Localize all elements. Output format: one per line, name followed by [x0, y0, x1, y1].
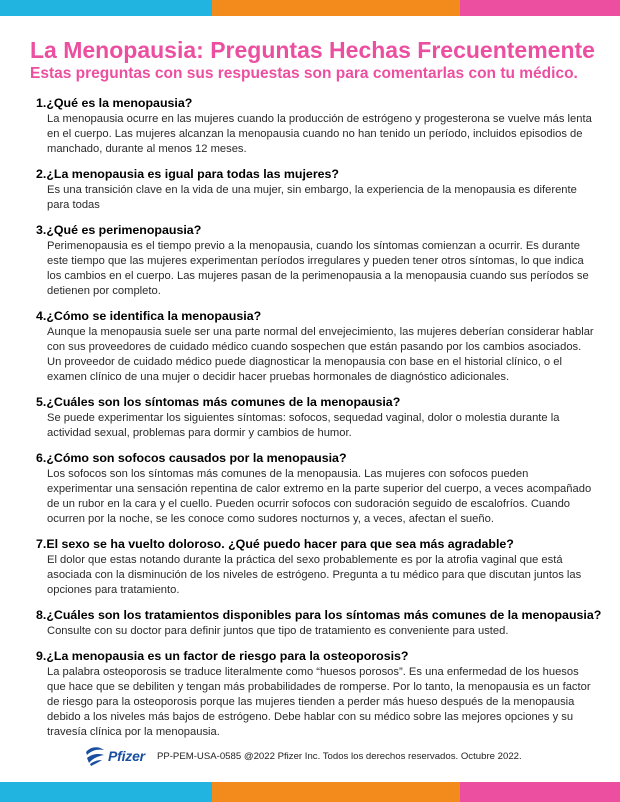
faq-question: 2.¿La menopausia es igual para todas las mujeres? [36, 167, 339, 181]
pfizer-helix-icon [84, 746, 106, 766]
stripe-orange-segment [212, 0, 460, 16]
stripe-blue-segment [0, 782, 212, 802]
faq-item [36, 450, 596, 527]
pfizer-logo-text: Pfizer [108, 748, 145, 764]
stripe-orange-segment [212, 782, 460, 802]
faq-answer: Los sofocos son los síntomas más comunes de la menopausia. Las mujeres con sofocos pueden experimentar una sensación repentina de calor extremo en la parte superior del cuerpo, a veces acompañado de un rubor en la cara y el cuello. Pueden ocurrir sofocos con sudoración seguido de escalofríos. Cuando ocurren por la noche, se les conoce como sudores nocturnos y, a veces, afectan el sueño. [47, 468, 592, 525]
pfizer-logo [84, 746, 145, 766]
faq-list [36, 95, 602, 749]
faq-item [36, 222, 596, 299]
top-color-stripe [0, 0, 620, 16]
faq-question: 5.¿Cuáles son los síntomas más comunes de la menopausia? [36, 395, 401, 409]
faq-answer: Consulte con su doctor para definir juntos que tipo de tratamiento es conveniente para usted. [47, 625, 509, 637]
faq-answer: La palabra osteoporosis se traduce literalmente como “huesos porosos”. Es una enfermedad de los huesos que hace que se debiliten y tengan más probabilidades de romperse. Por lo tanto, la menopausia es un factor de riesgo para la osteoporosis porque las mujeres tienden a perder más hueso después de la menopausia debido a los niveles más bajos de estrógeno. Debe hablar con su médico sobre las mejores opciones y su travesía clínica por la menopausia. [47, 666, 591, 738]
faq-question: 7.El sexo se ha vuelto doloroso. ¿Qué puedo hacer para que sea más agradable? [36, 537, 514, 551]
faq-question: 1.¿Qué es la menopausia? [36, 96, 193, 110]
faq-answer: El dolor que estas notando durante la práctica del sexo probablemente es por la atrofia vaginal que está asociada con la disminución de los niveles de estrógeno. Pregunta a tu médico para que discutan juntos las opciones para tratamiento. [47, 554, 582, 596]
faq-question: 6.¿Cómo son sofocos causados por la menopausia? [36, 451, 347, 465]
faq-question: 3.¿Qué es perimenopausia? [36, 223, 202, 237]
page-subtitle: Estas preguntas con sus respuestas son para comentarlas con tu médico. [30, 65, 578, 82]
faq-item [36, 308, 596, 385]
page-title: La Menopausia: Preguntas Hechas Frecuentemente [30, 37, 595, 63]
stripe-pink-segment [460, 782, 620, 802]
faq-item [36, 394, 596, 441]
stripe-blue-segment [0, 0, 212, 16]
bottom-color-stripe [0, 782, 620, 802]
faq-item [36, 95, 596, 157]
faq-item [36, 607, 602, 639]
faq-item [36, 166, 596, 213]
faq-answer: La menopausia ocurre en las mujeres cuando la producción de estrógeno y progesterona se vuelve más lenta en el cuerpo. Las mujeres alcanzan la menopausia cuando no han tenido un período, incluidos episodios de manchado, durante al menos 12 meses. [47, 113, 592, 155]
faq-answer: Perimenopausia es el tiempo previo a la menopausia, cuando los síntomas comienzan a ocurrir. Es durante este tiempo que las mujeres experimentan períodos irregulares y pueden tener otros síntomas, lo que indica los cambios en el cuerpo. Las mujeres pasan de la perimenopausia a la menopausia cuando sus períodos se detienen por completo. [47, 240, 589, 297]
faq-answer: Aunque la menopausia suele ser una parte normal del envejecimiento, las mujeres deberían considerar hablar con sus proveedores de cuidado médico cuando sospechen que están pasando por los cambios asociados. Un proveedor de cuidado médico puede diagnosticar la menopausia con base en el historial clínico, o el examen clínico de una mujer o decidir hacer pruebas hormonales de diagnóstico adicionales. [47, 326, 594, 383]
faq-question: 8.¿Cuáles son los tratamientos disponibles para los síntomas más comunes de la menopausia? [36, 608, 602, 622]
faq-question: 4.¿Cómo se identifica la menopausia? [36, 309, 262, 323]
page-header [30, 36, 600, 84]
page-footer [84, 744, 522, 768]
faq-item [36, 648, 596, 740]
faq-item [36, 536, 596, 598]
faq-question: 9.¿La menopausia es un factor de riesgo para la osteoporosis? [36, 649, 409, 663]
legal-notice: PP-PEM-USA-0585 @2022 Pfizer Inc. Todos los derechos reservados. Octubre 2022. [156, 750, 522, 762]
faq-answer: Se puede experimentar los siguientes síntomas: sofocos, sequedad vaginal, dolor o molestia durante la actividad sexual, problemas para dormir y cambios de humor. [47, 412, 560, 439]
faq-answer: Es una transición clave en la vida de una mujer, sin embargo, la experiencia de la menopausia es diferente para todas [47, 184, 577, 211]
stripe-pink-segment [460, 0, 620, 16]
